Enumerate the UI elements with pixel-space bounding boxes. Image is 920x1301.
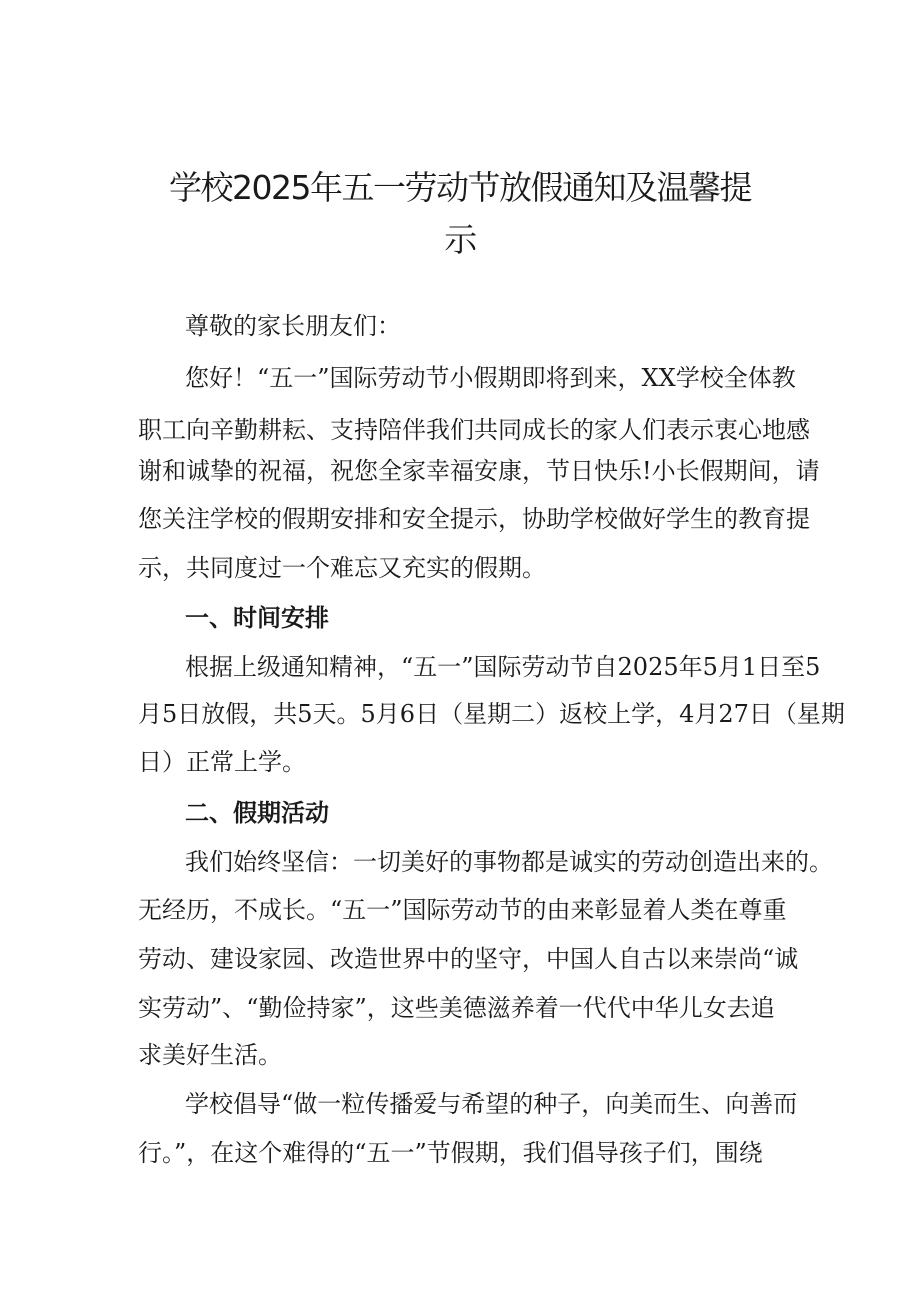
intro-line: 谢和诚挚的祝福，祝您全家幸福安康，节日快乐!小长假期间，请 xyxy=(138,457,820,485)
section2-line: 实劳动”、“勤俭持家”，这些美德滋养着一代代中华儿女去追 xyxy=(138,994,775,1022)
intro-line: 示，共同度过一个难忘又充实的假期。 xyxy=(138,554,546,582)
document-title-line-2: 示 xyxy=(444,220,476,259)
section1-line: 根据上级通知精神，“五一”国际劳动节自2025年5月1日至5 xyxy=(185,653,821,681)
section1-line: 月5日放假，共5天。5月6日（星期二）返校上学，4月27日（星期 xyxy=(138,700,845,728)
section2b-line: 行。”，在这个难得的“五一”节假期，我们倡导孩子们，围绕 xyxy=(138,1139,763,1167)
section2-line: 求美好生活。 xyxy=(138,1041,282,1069)
intro-line: 职工向辛勤耕耘、支持陪伴我们共同成长的家人们表示衷心地感 xyxy=(138,416,810,444)
salutation: 尊敬的家长朋友们： xyxy=(185,312,401,340)
intro-line: 您关注学校的假期安排和安全提示，协助学校做好学生的教育提 xyxy=(138,505,810,533)
intro-line: 您好！“五一”国际劳动节小假期即将到来，XX学校全体教 xyxy=(185,364,796,392)
section-heading-activities: 二、假期活动 xyxy=(185,799,329,827)
section2-line: 无经历，不成长。“五一”国际劳动节的由来彰显着人类在尊重 xyxy=(138,896,787,924)
document-title-line-1: 学校2025年五一劳动节放假通知及温馨提 xyxy=(169,168,751,207)
section2-line: 我们始终坚信：一切美好的事物都是诚实的劳动创造出来的。 xyxy=(185,848,833,876)
section-heading-time: 一、时间安排 xyxy=(185,604,329,632)
section1-line: 日）正常上学。 xyxy=(138,748,306,776)
section2-line: 劳动、建设家园、改造世界中的坚守，中国人自古以来崇尚“诚 xyxy=(138,945,799,973)
section2b-line: 学校倡导“做一粒传播爱与希望的种子，向美而生、向善而 xyxy=(185,1090,798,1118)
